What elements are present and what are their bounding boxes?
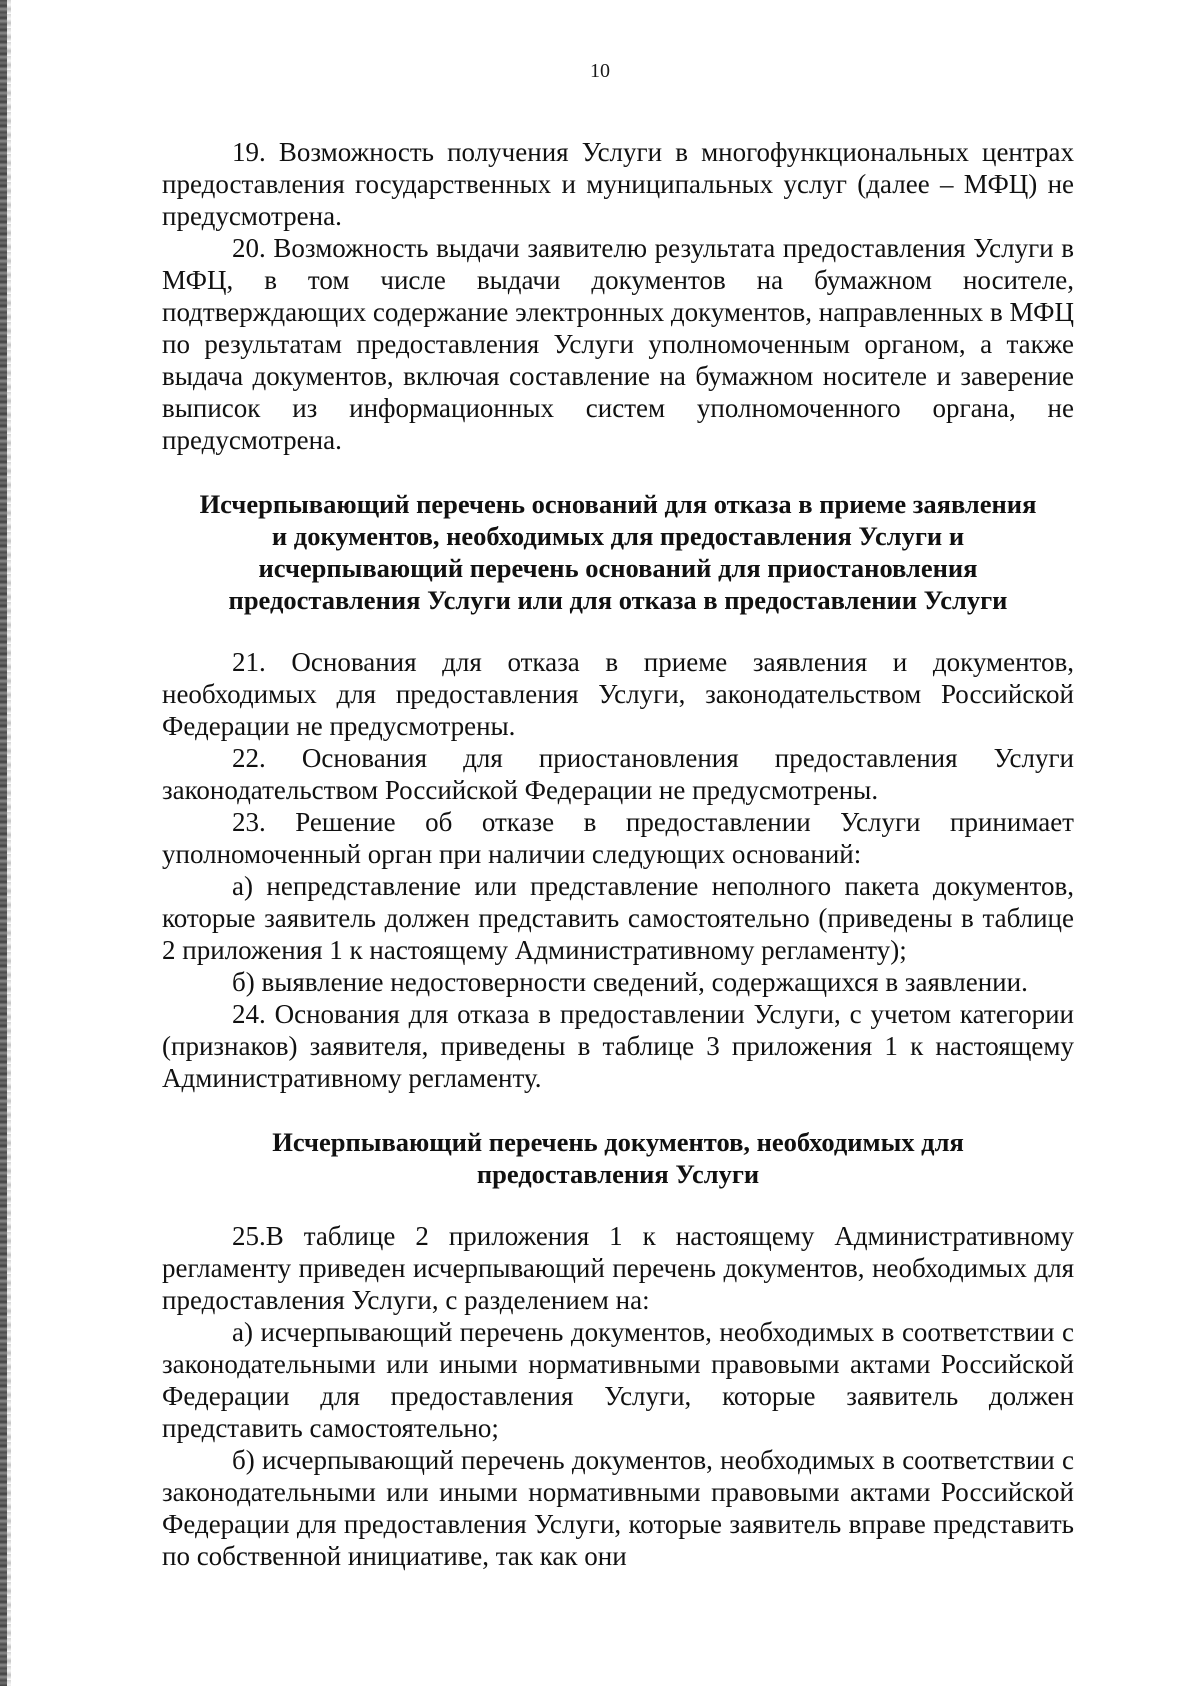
- heading-line: предоставления Услуги: [476, 1159, 760, 1189]
- scan-edge-shadow: [7, 0, 11, 1686]
- paragraph-22: 22. Основания для приостановления предоставления Услуги законодательством Российской Федерации не предусмотрены.: [162, 743, 1074, 805]
- document-body: [162, 136, 1074, 1572]
- heading-line: Исчерпывающий перечень оснований для отказа в приеме заявления: [199, 489, 1037, 519]
- paragraph-23-b: б) выявление недостоверности сведений, содержащихся в заявлении.: [232, 967, 1028, 997]
- paragraph-21: 21. Основания для отказа в приеме заявления и документов, необходимых для предоставления Услуги, законодательством Российской Федерации не предусмотрены.: [162, 647, 1074, 741]
- heading-line: и документов, необходимых для предоставления Услуги и: [271, 521, 965, 551]
- paragraph-23: 23. Решение об отказе в предоставлении Услуги принимает уполномоченный орган при наличии следующих оснований:: [162, 807, 1074, 869]
- paragraph-20: 20. Возможность выдачи заявителю результата предоставления Услуги в МФЦ, в том числе выдачи документов на бумажном носителе, подтверждающих содержание электронных документов, направленных в МФЦ по результатам предоставления Услуги уполномоченным органом, а также выдача документов, включая составление на бумажном носителе и заверение выписок из информационных систем уполномоченного органа, не предусмотрена.: [162, 233, 1074, 455]
- paragraph-24: 24. Основания для отказа в предоставлении Услуги, с учетом категории (признаков) заявителя, приведены в таблице 3 приложения 1 к настоящему Административному регламенту.: [162, 999, 1074, 1093]
- heading-line: предоставления Услуги или для отказа в предоставлении Услуги: [228, 585, 1008, 615]
- page-number: 10: [590, 60, 610, 82]
- paragraph-25-b: б) исчерпывающий перечень документов, необходимых в соответствии с законодательными или иными нормативными правовыми актами Российской Федерации для предоставления Услуги, которые заявитель вправе представить по собственной инициативе, так как они: [162, 1445, 1074, 1571]
- paragraph-25-a: а) исчерпывающий перечень документов, необходимых в соответствии с законодательными или иными нормативными правовыми актами Российской Федерации для предоставления Услуги, которые заявитель должен представить самостоятельно;: [162, 1317, 1074, 1443]
- heading-line: исчерпывающий перечень оснований для приостановления: [258, 553, 978, 583]
- scan-edge: [0, 0, 7, 1686]
- section-heading-refusal-grounds: [162, 488, 1074, 616]
- paragraph-25: 25.В таблице 2 приложения 1 к настоящему Административному регламенту приведен исчерпывающий перечень документов, необходимых для предоставления Услуги, с разделением на:: [162, 1221, 1074, 1315]
- section-heading-required-documents: [162, 1126, 1074, 1190]
- heading-line: Исчерпывающий перечень документов, необходимых для: [272, 1127, 964, 1157]
- paragraph-23-a: а) непредставление или представление неполного пакета документов, которые заявитель должен представить самостоятельно (приведены в таблице 2 приложения 1 к настоящему Административному регламенту);: [162, 871, 1074, 965]
- paragraph-19: 19. Возможность получения Услуги в многофункциональных центрах предоставления государственных и муниципальных услуг (далее – МФЦ) не предусмотрена.: [162, 137, 1074, 231]
